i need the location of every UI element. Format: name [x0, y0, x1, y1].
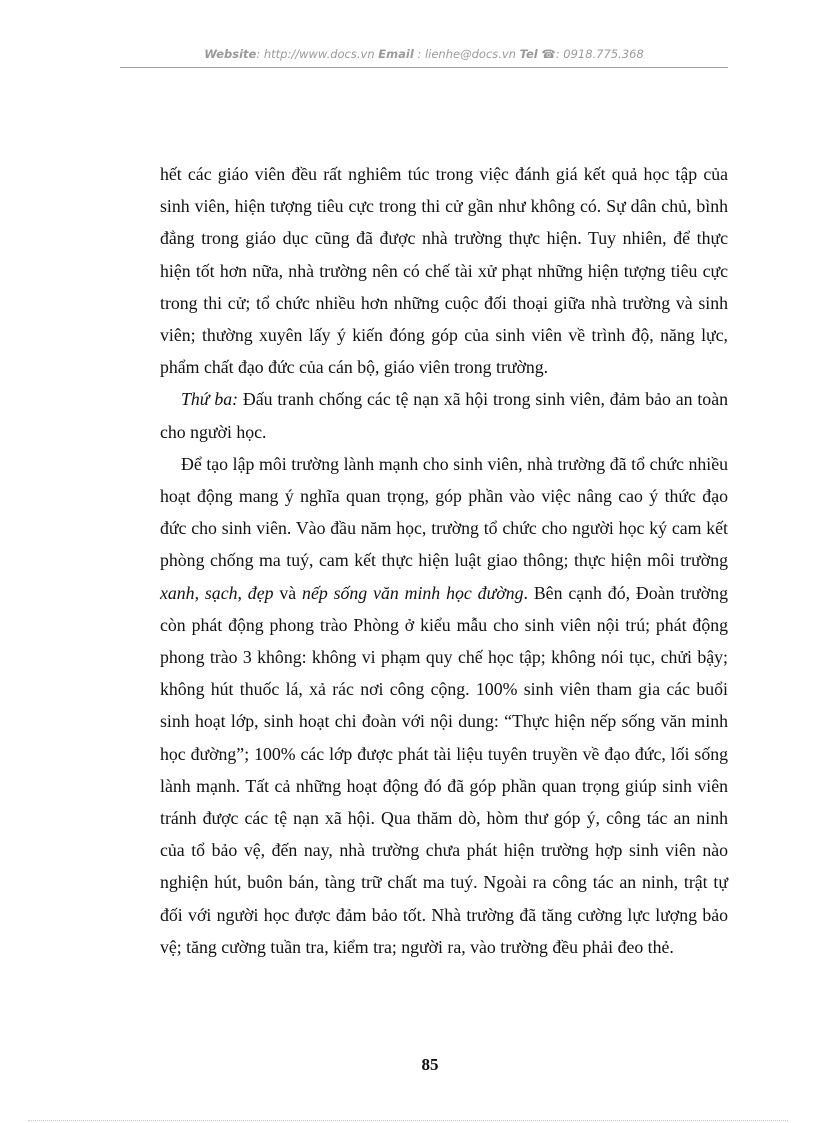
tel-value: : 0918.775.368	[555, 47, 644, 61]
website-label: Website	[204, 47, 257, 61]
paragraph-3-part2: và	[273, 582, 303, 603]
email-label: Email	[378, 47, 414, 61]
page-header	[120, 47, 728, 61]
paragraph-3	[160, 448, 728, 963]
document-body	[160, 158, 728, 963]
page-bottom-divider	[28, 1120, 788, 1121]
paragraph-2	[160, 383, 728, 447]
paragraph-3-part1: Để tạo lập môi trường lành mạnh cho sinh viên, nhà trường đã tổ chức nhiều hoạt động mang ý nghĩa quan trọng, góp phần vào việc nâng cao ý thức đạo đức cho sinh viên. Vào đầu năm học, trường tổ chức cho người học ký cam kết phòng chống ma tuý, cam kết thực hiện luật giao thông; thực hiện môi trường	[160, 453, 728, 571]
tel-label: Tel	[519, 47, 538, 61]
header-divider	[120, 67, 728, 68]
paragraph-3-italic2: nếp sống văn minh học đường	[302, 582, 524, 603]
page-number: 85	[421, 1055, 439, 1074]
section-lead: Thứ ba:	[181, 389, 239, 410]
website-value: : http://www.docs.vn	[256, 47, 375, 61]
email-value: : lienhe@docs.vn	[417, 47, 516, 61]
paragraph-2-text: Đấu tranh chống các tệ nạn xã hội trong sinh viên, đảm bảo an toàn cho người học.	[160, 389, 728, 442]
paragraph-1: hết các giáo viên đều rất nghiêm túc trong việc đánh giá kết quả học tập của sinh viên, hiện tượng tiêu cực trong thi cử gần như không có. Sự dân chủ, bình đẳng trong giáo dục cũng đã được nhà trường thực hiện. Tuy nhiên, để thực hiện tốt hơn nữa, nhà trường nên có chế tài xử phạt những hiện tượng tiêu cực trong thi cử; tổ chức nhiều hơn những cuộc đối thoại giữa nhà trường và sinh viên; thường xuyên lấy ý kiến đóng góp của sinh viên về trình độ, năng lực, phẩm chất đạo đức của cán bộ, giáo viên trong trường.	[160, 164, 728, 378]
paragraph-3-part3: . Bên cạnh đó, Đoàn trường còn phát động phong trào Phòng ở kiểu mẫu cho sinh viên nội trú; phát động phong trào 3 không: không vi phạm quy chế học tập; không nói tục, chửi bậy; không hút thuốc lá, xả rác nơi công cộng. 100% sinh viên tham gia các buổi sinh hoạt lớp, sinh hoạt chi đoàn với nội dung: “Thực hiện nếp sống văn minh học đường”; 100% các lớp được phát tài liệu tuyên truyền về đạo đức, lối sống lành mạnh. Tất cả những hoạt động đó đã góp phần quan trọng giúp sinh viên tránh được các tệ nạn xã hội. Qua thăm dò, hòm thư góp ý, công tác an ninh của tổ bảo vệ, đến nay, nhà trường chưa phát hiện trường hợp sinh viên nào nghiện hút, buôn bán, tàng trữ chất ma tuý. Ngoài ra công tác an ninh, trật tự đối với người học được đảm bảo tốt. Nhà trường đã tăng cường lực lượng bảo vệ; tăng cường tuần tra, kiểm tra; người ra, vào trường đều phải đeo thẻ.	[160, 582, 728, 957]
phone-icon: ☎	[541, 47, 556, 61]
paragraph-3-italic1: xanh, sạch, đẹp	[160, 582, 274, 603]
